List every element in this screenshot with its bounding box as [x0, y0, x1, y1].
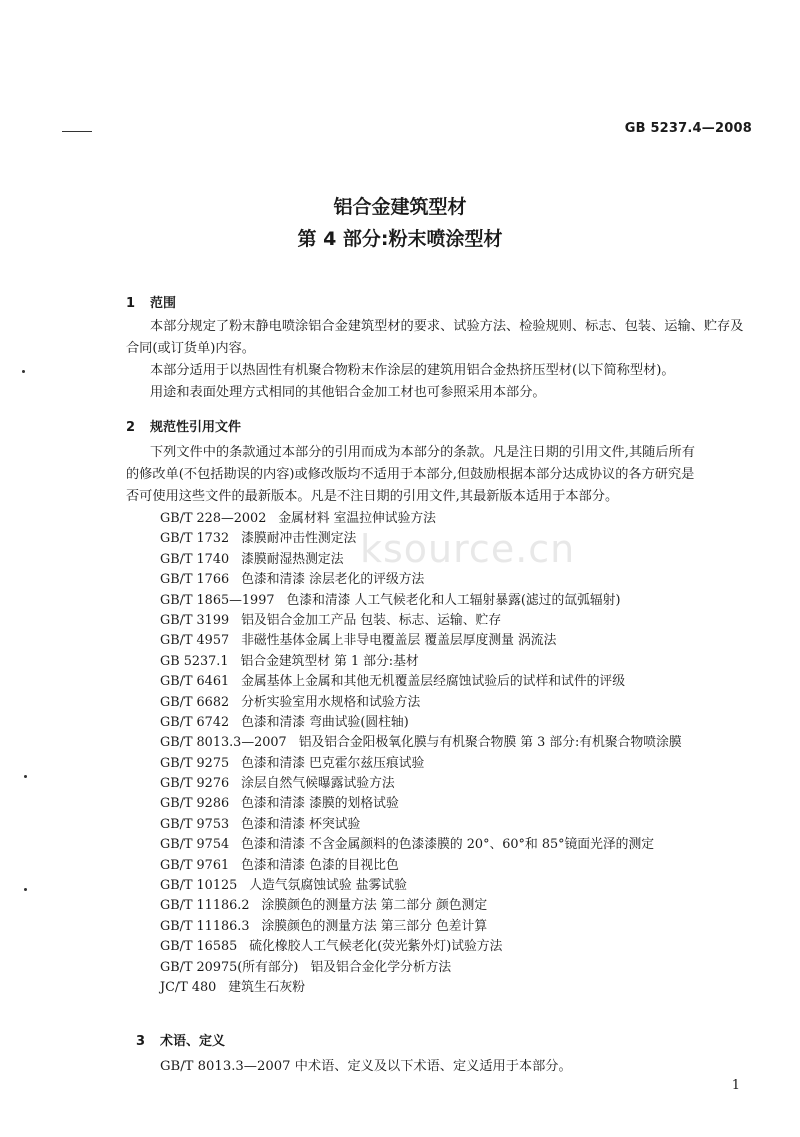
- page-number: 1: [731, 1078, 740, 1093]
- reference-title: 色漆和清漆 巴克霍尔兹压痕试验: [241, 755, 425, 771]
- reference-title: 铝及铝合金阳极氧化膜与有机聚合物膜 第 3 部分:有机聚合物喷涂膜: [298, 735, 682, 751]
- reference-code: JC/T 480: [160, 979, 217, 995]
- watermark: ksource.cn: [360, 527, 576, 571]
- document-title: 铝合金建筑型材: [333, 196, 467, 218]
- list-item: [160, 652, 780, 672]
- document-subtitle: 第 4 部分:粉末喷涂型材: [297, 228, 503, 250]
- section-number: 3: [136, 1034, 146, 1049]
- list-item: [160, 835, 780, 855]
- reference-title: 人造气氛腐蚀试验 盐雾试验: [249, 878, 407, 894]
- paragraph: 下列文件中的条款通过本部分的引用而成为本部分的条款。凡是注日期的引用文件,其随后所有: [150, 445, 695, 460]
- list-item: [160, 917, 780, 937]
- list-item: [160, 550, 780, 570]
- paragraph: 否可使用这些文件的最新版本。凡是不注日期的引用文件,其最新版本适用于本部分。: [126, 489, 619, 504]
- reference-title: 涂膜颜色的测量方法 第三部分 色差计算: [261, 918, 488, 934]
- reference-code: GB/T 9754: [160, 837, 230, 853]
- list-item: [160, 774, 780, 794]
- list-item: [160, 529, 780, 549]
- list-item: [160, 794, 780, 814]
- list-item: [160, 713, 780, 733]
- list-item: [160, 896, 780, 916]
- list-item: [160, 937, 780, 957]
- list-item: [160, 733, 780, 753]
- reference-code: GB/T 3199: [160, 612, 230, 628]
- paragraph: 本部分规定了粉末静电喷涂铝合金建筑型材的要求、试验方法、检验规则、标志、包装、运输、贮存及: [150, 319, 744, 334]
- section-number: 2: [126, 420, 136, 435]
- list-item: [160, 509, 780, 529]
- paragraph: GB/T 8013.3—2007 中术语、定义及以下术语、定义适用于本部分。: [160, 1059, 572, 1074]
- reference-code: GB/T 1732: [160, 531, 230, 547]
- reference-code: GB/T 6461: [160, 674, 230, 690]
- section-title: 范围: [150, 296, 177, 311]
- section-2-heading: [126, 416, 241, 435]
- reference-code: GB/T 1766: [160, 572, 230, 588]
- reference-code: GB/T 9761: [160, 857, 230, 873]
- reference-code: GB/T 228—2002: [160, 511, 267, 526]
- section-title: 术语、定义: [160, 1034, 226, 1049]
- reference-title: 漆膜耐冲击性测定法: [241, 531, 357, 547]
- reference-title: 涂层自然气候曝露试验方法: [241, 776, 395, 792]
- section-1-heading: [126, 292, 176, 311]
- reference-title: 漆膜耐湿热测定法: [241, 551, 344, 567]
- reference-code: GB/T 9753: [160, 816, 230, 832]
- list-item: [160, 815, 780, 835]
- reference-title: 色漆和清漆 涂层老化的评级方法: [241, 572, 425, 588]
- list-item: [160, 856, 780, 876]
- list-item: [160, 754, 780, 774]
- list-item: [160, 672, 780, 692]
- reference-code: GB/T 8013.3—2007: [160, 735, 287, 751]
- list-item: [160, 693, 780, 713]
- section-number: 1: [126, 296, 136, 311]
- section-title: 规范性引用文件: [150, 420, 242, 435]
- reference-title: 色漆和清漆 弯曲试验(圆柱轴): [241, 714, 409, 730]
- list-item: [160, 631, 780, 651]
- reference-title: 铝及铝合金化学分析方法: [310, 959, 452, 975]
- reference-title: 非磁性基体金属上非导电覆盖层 覆盖层厚度测量 涡流法: [241, 633, 557, 649]
- scan-mark: [24, 888, 27, 891]
- reference-code: GB/T 11186.3: [160, 918, 250, 934]
- standard-number: GB 5237.4—2008: [624, 121, 752, 136]
- list-item: [160, 958, 780, 978]
- reference-code: GB/T 6742: [160, 714, 230, 730]
- reference-code: GB/T 16585: [160, 939, 238, 955]
- paragraph: 用途和表面处理方式相同的其他铝合金加工材也可参照采用本部分。: [150, 385, 546, 400]
- reference-code: GB/T 9275: [160, 755, 230, 771]
- list-item: [160, 611, 780, 631]
- reference-title: 色漆和清漆 色漆的目视比色: [241, 857, 399, 873]
- paragraph: 本部分适用于以热固性有机聚合物粉末作涂层的建筑用铝合金热挤压型材(以下简称型材)。: [150, 363, 675, 378]
- reference-title: 金属基体上金属和其他无机覆盖层经腐蚀试验后的试样和试件的评级: [241, 674, 626, 690]
- list-item: [160, 591, 780, 611]
- scan-mark: [22, 370, 25, 373]
- reference-title: 硫化橡胶人工气候老化(荧光紫外灯)试验方法: [249, 939, 503, 955]
- reference-code: GB 5237.1: [160, 653, 229, 669]
- reference-code: GB/T 1865—1997: [160, 592, 275, 608]
- header-rule: [62, 131, 92, 132]
- reference-title: 金属材料 室温拉伸试验方法: [278, 511, 436, 526]
- reference-list: [160, 509, 780, 998]
- reference-code: GB/T 9276: [160, 776, 230, 792]
- reference-title: 色漆和清漆 人工气候老化和人工辐射暴露(滤过的氙弧辐射): [286, 592, 621, 608]
- reference-code: GB/T 10125: [160, 878, 238, 894]
- reference-title: 铝合金建筑型材 第 1 部分:基材: [240, 653, 419, 669]
- reference-title: 涂膜颜色的测量方法 第二部分 颜色测定: [261, 898, 488, 914]
- list-item: [160, 876, 780, 896]
- reference-code: GB/T 4957: [160, 633, 230, 649]
- paragraph: 合同(或订货单)内容。: [126, 341, 255, 356]
- paragraph: 的修改单(不包括勘误的内容)或修改版均不适用于本部分,但鼓励根据本部分达成协议的各方研究是: [126, 467, 695, 482]
- reference-code: GB/T 1740: [160, 551, 230, 567]
- reference-code: GB/T 11186.2: [160, 898, 250, 914]
- reference-title: 分析实验室用水规格和试验方法: [241, 694, 421, 710]
- reference-title: 色漆和清漆 漆膜的划格试验: [241, 796, 399, 812]
- reference-code: GB/T 20975(所有部分): [160, 959, 299, 975]
- section-3-heading: [136, 1030, 225, 1049]
- reference-title: 色漆和清漆 杯突试验: [241, 816, 361, 832]
- reference-title: 铝及铝合金加工产品 包装、标志、运输、贮存: [241, 612, 502, 628]
- reference-code: GB/T 6682: [160, 694, 230, 710]
- reference-code: GB/T 9286: [160, 796, 230, 812]
- reference-title: 建筑生石灰粉: [228, 979, 306, 995]
- reference-title: 色漆和清漆 不含金属颜料的色漆漆膜的 20°、60°和 85°镜面光泽的测定: [241, 837, 655, 853]
- scan-mark: [24, 775, 27, 778]
- list-item: [160, 978, 780, 998]
- list-item: [160, 570, 780, 590]
